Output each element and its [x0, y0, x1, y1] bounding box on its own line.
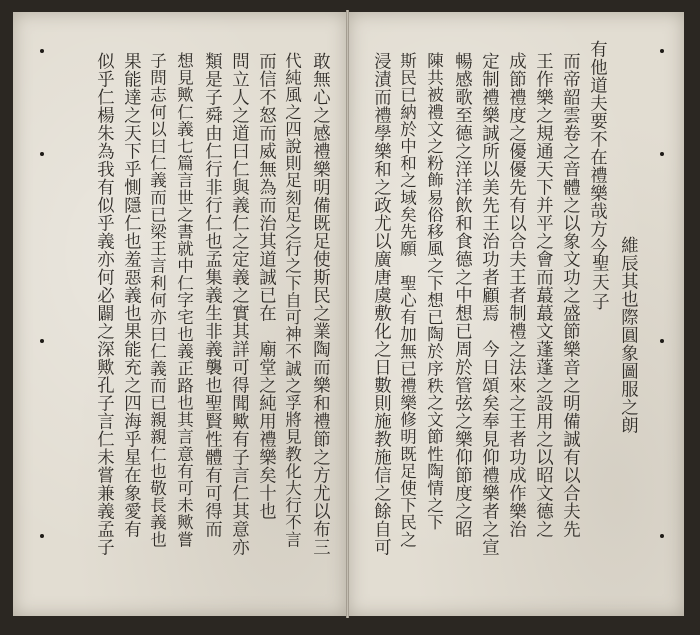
binding-hole — [660, 339, 664, 343]
binding-hole — [40, 534, 44, 538]
text-column: 有他道夫要不在禮樂哉方今 — [586, 40, 607, 256]
text-column: 維辰其也際圓象圖服之朗 — [617, 236, 638, 434]
text-column: 斯民已納於中和之域矣先願 聖心有加無已禮樂修明既足使下民之 — [397, 52, 417, 548]
text-column: 代純風之四說則足刻足之行之下自可神不誠之孚將見教化大行不言 — [282, 52, 302, 548]
binding-hole — [40, 152, 44, 156]
binding-hole — [40, 49, 44, 53]
binding-hole — [660, 534, 664, 538]
text-column: 王作樂之規通天下并平之會而蕞蕞文蓬蓬之設用之以昭文德之 — [532, 52, 553, 538]
binding-hole — [660, 49, 664, 53]
text-column: 浸漬而禮學樂和之政尤以廣唐虞敷化之日數則施教施信之餘自可 — [370, 52, 391, 556]
text-column: 定制禮樂誠所以美先王治功者顧焉 今日頌矣奉見仰禮樂者之宣 — [478, 52, 499, 556]
center-fold — [346, 10, 349, 618]
text-column: 問立人之道曰仁與義仁之定義之實其詳可得聞歟有子言仁其意亦 — [228, 52, 249, 556]
text-column: 果能達之天下乎惻隱仁也羞惡義也果能充之四海乎星在象愛有 — [120, 52, 141, 538]
text-column: 敢無心之感禮樂明備既足使斯民之業陶而樂和禮節之方尤以布三 — [309, 52, 330, 556]
binding-hole — [660, 152, 664, 156]
text-column: 類是子舜由仁行非行仁也孟集義生非義襲也聖賢性體有可得而 — [201, 52, 222, 538]
text-column: 聖天子 — [588, 254, 609, 313]
text-column: 似乎仁楊朱為我有似乎義亦何必闢之深歟孔子言仁未嘗兼義孟子 — [93, 52, 114, 556]
text-column: 陳共被禮文之粉飾易俗移風之下想已陶於序秩之文節性陶情之下 — [424, 52, 444, 531]
text-column: 子問志何以曰仁義而已梁王言利何亦曰仁義而已親親仁也敬長義也 — [147, 52, 167, 548]
text-column: 而信不怒而威無為而治其道誠已在 廟堂之純用禮樂矣十也 — [255, 52, 276, 520]
text-column: 想見歟仁義七篇言世之書就中仁字宅也義正路也其言意有可未歟嘗 — [174, 52, 194, 548]
binding-hole — [40, 339, 44, 343]
text-column: 暢感歌至德之洋洋飲和食德之中想已周於管弦之樂仰節度之昭 — [451, 52, 472, 538]
text-column: 而帝韶雲卷之音體之以象文功之盛節樂音之明備誠有以合夫先 — [559, 52, 580, 538]
text-column: 成節禮度之優優先有以合夫王者制禮之法來之王者功成作樂治 — [505, 52, 526, 538]
